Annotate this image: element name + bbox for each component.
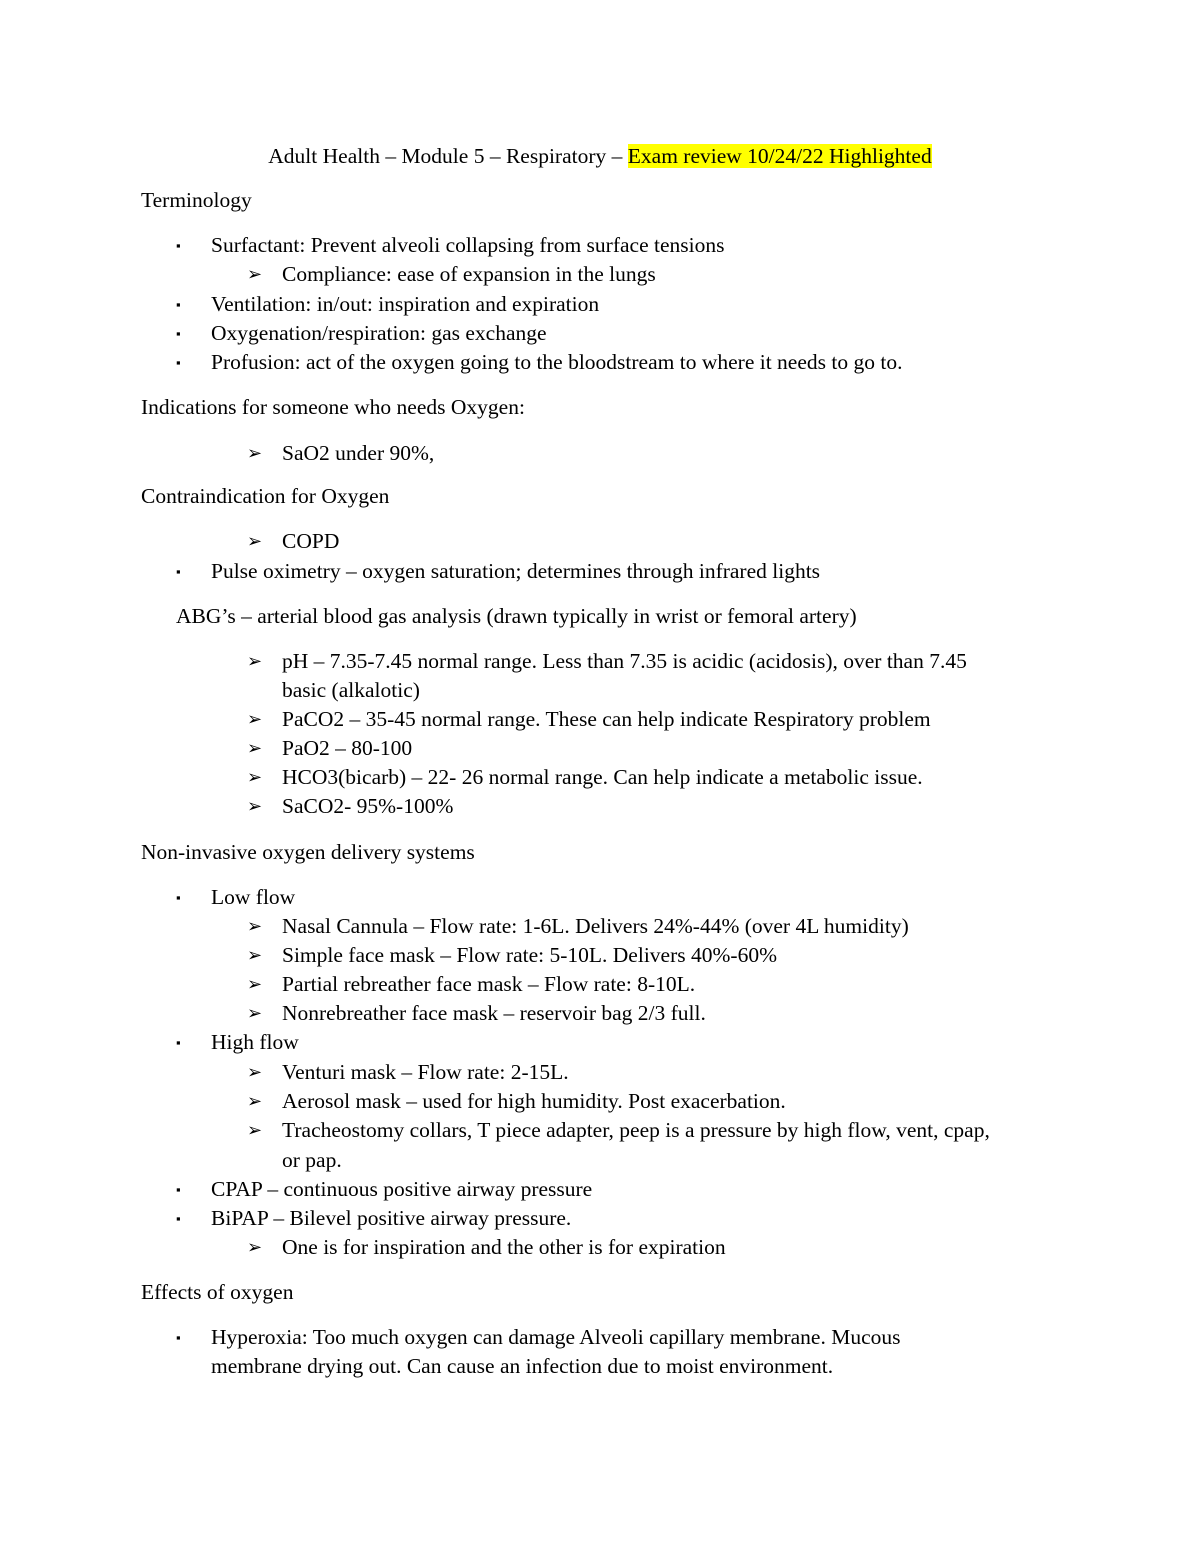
- arrow-bullet-icon: ➢: [247, 1062, 263, 1082]
- noninvasive-heading: Non-invasive oxygen delivery systems: [141, 840, 475, 864]
- list-item-simple-face-mask: Simple face mask – Flow rate: 5-10L. Delivers 40%-60%: [282, 943, 777, 967]
- arrow-bullet-icon: ➢: [247, 974, 263, 994]
- square-bullet-icon: ▪: [176, 238, 181, 253]
- arrow-bullet-icon: ➢: [247, 531, 263, 551]
- square-bullet-icon: ▪: [176, 297, 181, 312]
- title-text: Adult Health – Module 5 – Respiratory –: [268, 144, 628, 168]
- list-item-pulse-oximetry: Pulse oximetry – oxygen saturation; determines through infrared lights: [211, 559, 821, 583]
- list-item-venturi: Venturi mask – Flow rate: 2-15L.: [282, 1060, 569, 1084]
- arrow-bullet-icon: ➢: [247, 1120, 263, 1140]
- list-item-high-flow: High flow: [211, 1030, 299, 1054]
- arrow-bullet-icon: ➢: [247, 738, 263, 758]
- list-item-saco2: SaCO2- 95%-100%: [282, 794, 454, 818]
- list-item-hco3: HCO3(bicarb) – 22- 26 normal range. Can help indicate a metabolic issue.: [282, 765, 923, 789]
- list-item-surfactant: Surfactant: Prevent alveoli collapsing from surface tensions: [211, 233, 725, 257]
- list-item-hyperoxia: Hyperoxia: Too much oxygen can damage Alveoli capillary membrane. Mucous: [211, 1325, 901, 1349]
- list-item-ph: pH – 7.35-7.45 normal range. Less than 7.35 is acidic (acidosis), over than 7.45: [282, 649, 967, 673]
- terminology-heading: Terminology: [141, 188, 252, 212]
- list-item-aerosol: Aerosol mask – used for high humidity. Post exacerbation.: [282, 1089, 786, 1113]
- list-item-ph-continued: basic (alkalotic): [282, 678, 420, 702]
- arrow-bullet-icon: ➢: [247, 1091, 263, 1111]
- list-item-copd: COPD: [282, 529, 340, 553]
- square-bullet-icon: ▪: [176, 890, 181, 905]
- arrow-bullet-icon: ➢: [247, 1003, 263, 1023]
- arrow-bullet-icon: ➢: [247, 1237, 263, 1257]
- list-item-low-flow: Low flow: [211, 885, 296, 909]
- indications-heading: Indications for someone who needs Oxygen:: [141, 395, 525, 419]
- list-item-compliance: Compliance: ease of expansion in the lungs: [282, 262, 656, 286]
- square-bullet-icon: ▪: [176, 564, 181, 579]
- arrow-bullet-icon: ➢: [247, 443, 263, 463]
- list-item-hyperoxia-continued: membrane drying out. Can cause an infection due to moist environment.: [211, 1354, 834, 1378]
- arrow-bullet-icon: ➢: [247, 264, 263, 284]
- list-item-bipap: BiPAP – Bilevel positive airway pressure.: [211, 1206, 572, 1230]
- list-item-tracheostomy: Tracheostomy collars, T piece adapter, peep is a pressure by high flow, vent, cpap,: [282, 1118, 990, 1142]
- list-item-profusion: Profusion: act of the oxygen going to the bloodstream to where it needs to go to.: [211, 350, 903, 374]
- list-item-bipap-detail: One is for inspiration and the other is for expiration: [282, 1235, 726, 1259]
- abg-heading: ABG’s – arterial blood gas analysis (drawn typically in wrist or femoral artery): [176, 604, 857, 628]
- square-bullet-icon: ▪: [176, 326, 181, 341]
- square-bullet-icon: ▪: [176, 1035, 181, 1050]
- list-item-nonrebreather: Nonrebreather face mask – reservoir bag 2/3 full.: [282, 1001, 706, 1025]
- list-item-pao2: PaO2 – 80-100: [282, 736, 413, 760]
- arrow-bullet-icon: ➢: [247, 767, 263, 787]
- effects-heading: Effects of oxygen: [141, 1280, 294, 1304]
- arrow-bullet-icon: ➢: [247, 651, 263, 671]
- square-bullet-icon: ▪: [176, 1330, 181, 1345]
- square-bullet-icon: ▪: [176, 355, 181, 370]
- page-title: [0, 142, 1200, 171]
- contraindication-heading: Contraindication for Oxygen: [141, 484, 390, 508]
- list-item-nasal-cannula: Nasal Cannula – Flow rate: 1-6L. Delivers 24%-44% (over 4L humidity): [282, 914, 909, 938]
- list-item-ventilation: Ventilation: in/out: inspiration and expiration: [211, 292, 600, 316]
- arrow-bullet-icon: ➢: [247, 796, 263, 816]
- arrow-bullet-icon: ➢: [247, 709, 263, 729]
- list-item-oxygenation: Oxygenation/respiration: gas exchange: [211, 321, 547, 345]
- list-item-sao2: SaO2 under 90%,: [282, 441, 435, 465]
- square-bullet-icon: ▪: [176, 1211, 181, 1226]
- list-item-paco2: PaCO2 – 35-45 normal range. These can help indicate Respiratory problem: [282, 707, 931, 731]
- list-item-cpap: CPAP – continuous positive airway pressure: [211, 1177, 593, 1201]
- list-item-partial-rebreather: Partial rebreather face mask – Flow rate: 8-10L.: [282, 972, 696, 996]
- title-highlight: Exam review 10/24/22 Highlighted: [627, 144, 932, 168]
- arrow-bullet-icon: ➢: [247, 916, 263, 936]
- arrow-bullet-icon: ➢: [247, 945, 263, 965]
- list-item-tracheostomy-continued: or pap.: [282, 1148, 342, 1172]
- square-bullet-icon: ▪: [176, 1182, 181, 1197]
